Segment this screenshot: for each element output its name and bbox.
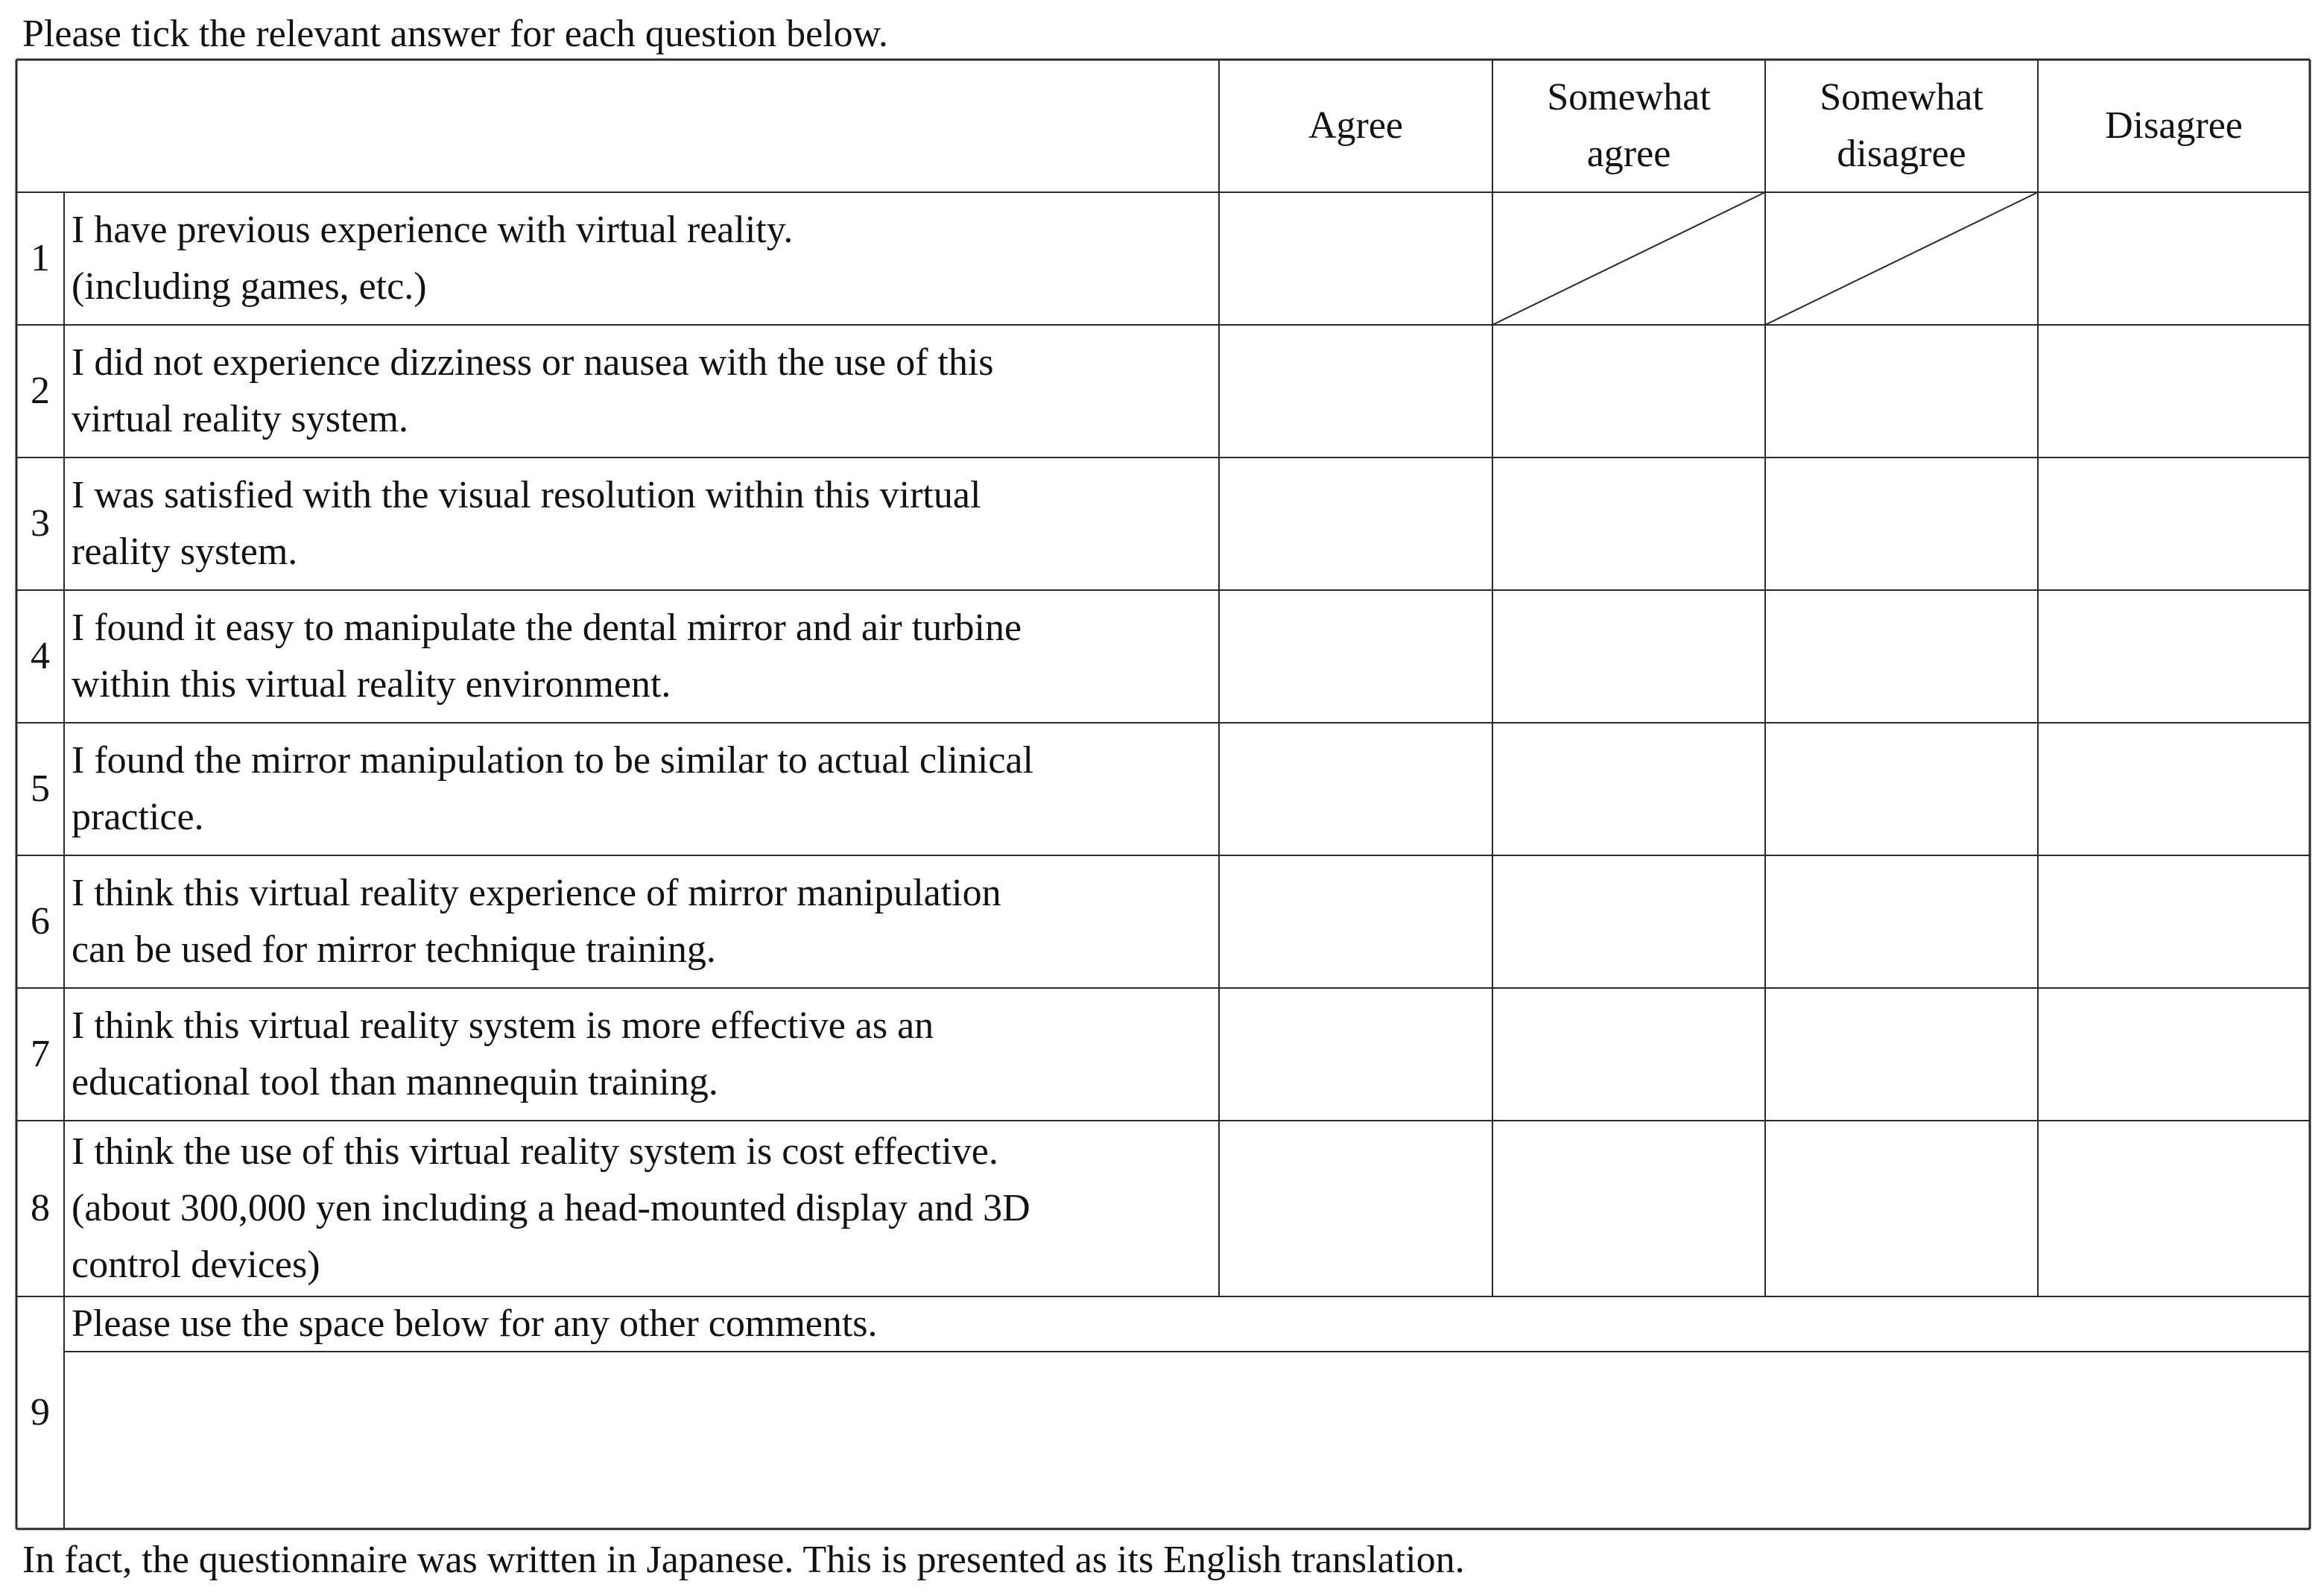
answer-cell-q3-somewhat-agree[interactable] — [1492, 457, 1765, 590]
answer-cell-q2-somewhat-agree[interactable] — [1492, 325, 1765, 457]
answer-cell-q7-somewhat-agree[interactable] — [1492, 988, 1765, 1121]
comments-prompt: Please use the space below for any other comments. — [72, 1302, 878, 1345]
question-text: I have previous experience with virtual reality. (including games, etc.) — [72, 209, 794, 308]
question-number: 1 — [31, 237, 50, 279]
question-text: I did not experience dizziness or nausea with the use of this virtual reality system. — [72, 341, 994, 440]
answer-cell-q8-somewhat-agree[interactable] — [1492, 1121, 1765, 1296]
column-header-somewhat-agree: Somewhat agree — [1547, 76, 1711, 175]
question-number: 7 — [31, 1033, 50, 1075]
answer-cell-q3-somewhat-disagree[interactable] — [1765, 457, 2038, 590]
footnote-text: In fact, the questionnaire was written in Japanese. This is presented as its English translation. — [22, 1539, 1465, 1581]
question-text: I think the use of this virtual reality system is cost effective. (about 300,000 yen including a head-mounted display and 3D control devices) — [72, 1130, 1030, 1286]
column-header-somewhat-disagree: Somewhat disagree — [1820, 76, 1983, 175]
answer-cell-q2-somewhat-disagree[interactable] — [1765, 325, 2038, 457]
answer-cell-q4-agree[interactable] — [1219, 590, 1492, 723]
question-number: 3 — [31, 502, 50, 545]
answer-cell-q7-agree[interactable] — [1219, 988, 1492, 1121]
answer-cell-q6-somewhat-disagree[interactable] — [1765, 855, 2038, 988]
comments-box[interactable] — [64, 1352, 2310, 1529]
question-text: I was satisfied with the visual resolution within this virtual reality system. — [72, 474, 981, 573]
answer-cell-q5-agree[interactable] — [1219, 723, 1492, 855]
answer-cell-q6-somewhat-agree[interactable] — [1492, 855, 1765, 988]
column-header-disagree: Disagree — [2105, 104, 2243, 147]
answer-cell-q4-disagree[interactable] — [2038, 590, 2310, 723]
answer-cell-q3-disagree[interactable] — [2038, 457, 2310, 590]
answer-cell-q3-agree[interactable] — [1219, 457, 1492, 590]
disabled-cell-q1-somewhat-disagree — [1765, 192, 2038, 325]
question-text: I found the mirror manipulation to be similar to actual clinical practice. — [72, 739, 1033, 838]
question-number: 5 — [31, 767, 50, 810]
answer-cell-q6-agree[interactable] — [1219, 855, 1492, 988]
column-header-agree: Agree — [1308, 104, 1404, 147]
answer-cell-q8-agree[interactable] — [1219, 1121, 1492, 1296]
answer-cell-q2-disagree[interactable] — [2038, 325, 2310, 457]
question-number: 2 — [31, 370, 50, 412]
answer-cell-q7-disagree[interactable] — [2038, 988, 2310, 1121]
answer-cell-q5-somewhat-agree[interactable] — [1492, 723, 1765, 855]
answer-cell-q1-agree[interactable] — [1219, 192, 1492, 325]
answer-cell-q6-disagree[interactable] — [2038, 855, 2310, 988]
question-number: 6 — [31, 900, 50, 943]
question-text: I found it easy to manipulate the dental mirror and air turbine within this virtual reality environment. — [72, 607, 1022, 706]
question-text: I think this virtual reality system is more effective as an educational tool than mannequin training. — [72, 1004, 934, 1103]
answer-cell-q7-somewhat-disagree[interactable] — [1765, 988, 2038, 1121]
answer-cell-q8-somewhat-disagree[interactable] — [1765, 1121, 2038, 1296]
instruction-text: Please tick the relevant answer for each question below. — [22, 13, 888, 55]
answer-cell-q4-somewhat-disagree[interactable] — [1765, 590, 2038, 723]
comments-number: 9 — [31, 1391, 50, 1434]
question-text: I think this virtual reality experience of mirror manipulation can be used for mirror technique training. — [72, 872, 1001, 971]
answer-cell-q1-disagree[interactable] — [2038, 192, 2310, 325]
answer-cell-q5-disagree[interactable] — [2038, 723, 2310, 855]
answer-cell-q4-somewhat-agree[interactable] — [1492, 590, 1765, 723]
answer-cell-q5-somewhat-disagree[interactable] — [1765, 723, 2038, 855]
question-number: 4 — [31, 635, 50, 677]
answer-cell-q2-agree[interactable] — [1219, 325, 1492, 457]
answer-cell-q8-disagree[interactable] — [2038, 1121, 2310, 1296]
disabled-cell-q1-somewhat-agree — [1492, 192, 1765, 325]
question-number: 8 — [31, 1187, 50, 1229]
